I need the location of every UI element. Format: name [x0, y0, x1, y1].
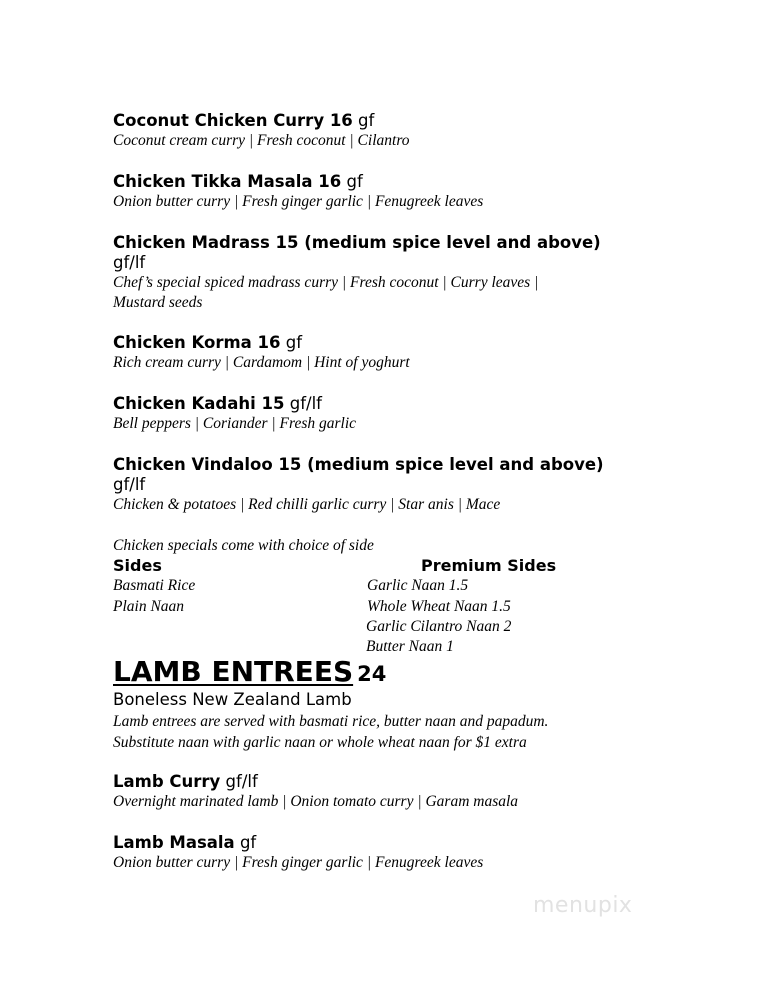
item-description: Onion butter curry | Fresh ginger garlic | Fenugreek leaves — [113, 193, 484, 210]
item-name: Chicken Korma 16 — [113, 333, 281, 352]
item-title — [113, 172, 653, 192]
menu-item-chicken-kadahi — [113, 394, 653, 434]
sides-heading: Sides — [113, 556, 162, 575]
diet-tag: gf — [358, 111, 375, 130]
item-name: Chicken Tikka Masala 16 — [113, 172, 342, 191]
section-price: 24 — [357, 662, 387, 686]
diet-tag: gf — [346, 172, 363, 191]
section-subtitle: Boneless New Zealand Lamb — [113, 690, 352, 709]
diet-tag: gf/lf — [225, 772, 258, 791]
menu-item-lamb-masala — [113, 833, 653, 873]
menu-item-lamb-curry — [113, 772, 653, 812]
premium-sides-heading: Premium Sides — [421, 556, 557, 575]
item-description: Chicken & potatoes | Red chilli garlic curry | Star anis | Mace — [113, 496, 501, 513]
premium-side-item: Whole Wheat Naan 1.5 — [367, 598, 511, 615]
menu-item-chicken-vindaloo — [113, 455, 653, 515]
item-description-line: Chef’s special spiced madrass curry | Fresh coconut | Curry leaves | — [113, 274, 539, 291]
item-title — [113, 455, 653, 475]
item-name: Coconut Chicken Curry 16 — [113, 111, 353, 130]
menupix-watermark: menupix — [533, 893, 633, 918]
section-heading-lamb — [113, 655, 386, 688]
side-item: Plain Naan — [113, 598, 185, 615]
item-name: Chicken Kadahi 15 — [113, 394, 285, 413]
item-title — [113, 333, 653, 353]
premium-side-item: Garlic Naan 1.5 — [367, 577, 469, 594]
item-title — [113, 111, 653, 131]
item-title — [113, 772, 653, 792]
side-item: Basmati Rice — [113, 577, 196, 594]
diet-tag: gf/lf — [113, 475, 146, 494]
diet-tag-line — [113, 253, 653, 273]
item-description: Coconut cream curry | Fresh coconut | Cilantro — [113, 132, 410, 149]
diet-tag: gf — [285, 333, 303, 352]
item-description-line: Mustard seeds — [113, 294, 203, 311]
section-title: LAMB ENTREES — [113, 655, 354, 688]
menu-item-chicken-madrass — [113, 233, 653, 313]
item-name: Chicken Vindaloo 15 (medium spice level and above) — [113, 455, 604, 474]
diet-tag-line — [113, 475, 653, 495]
item-description: Overnight marinated lamb | Onion tomato curry | Garam masala — [113, 793, 519, 810]
menu-item-chicken-tikka-masala — [113, 172, 653, 212]
diet-tag: gf — [239, 833, 257, 852]
item-title — [113, 233, 653, 253]
item-name: Chicken Madrass 15 (medium spice level and above) — [113, 233, 601, 252]
item-title — [113, 833, 653, 853]
menu-item-coconut-chicken-curry — [113, 111, 653, 151]
item-description: Rich cream curry | Cardamom | Hint of yoghurt — [113, 354, 410, 371]
item-name: Lamb Curry — [113, 772, 221, 791]
sides-note: Chicken specials come with choice of side — [113, 537, 374, 554]
section-note-line: Lamb entrees are served with basmati rice, butter naan and papadum. — [113, 713, 549, 730]
item-name: Lamb Masala — [113, 833, 235, 852]
premium-side-item: Butter Naan 1 — [366, 638, 454, 655]
menu-item-chicken-korma — [113, 333, 653, 373]
premium-side-item: Garlic Cilantro Naan 2 — [366, 618, 512, 635]
diet-tag: gf/lf — [113, 253, 146, 272]
item-description: Onion butter curry | Fresh ginger garlic | Fenugreek leaves — [113, 854, 484, 871]
diet-tag: gf/lf — [289, 394, 322, 413]
item-description: Bell peppers | Coriander | Fresh garlic — [113, 415, 357, 432]
item-title — [113, 394, 653, 414]
section-note-line: Substitute naan with garlic naan or whole wheat naan for $1 extra — [113, 734, 527, 751]
